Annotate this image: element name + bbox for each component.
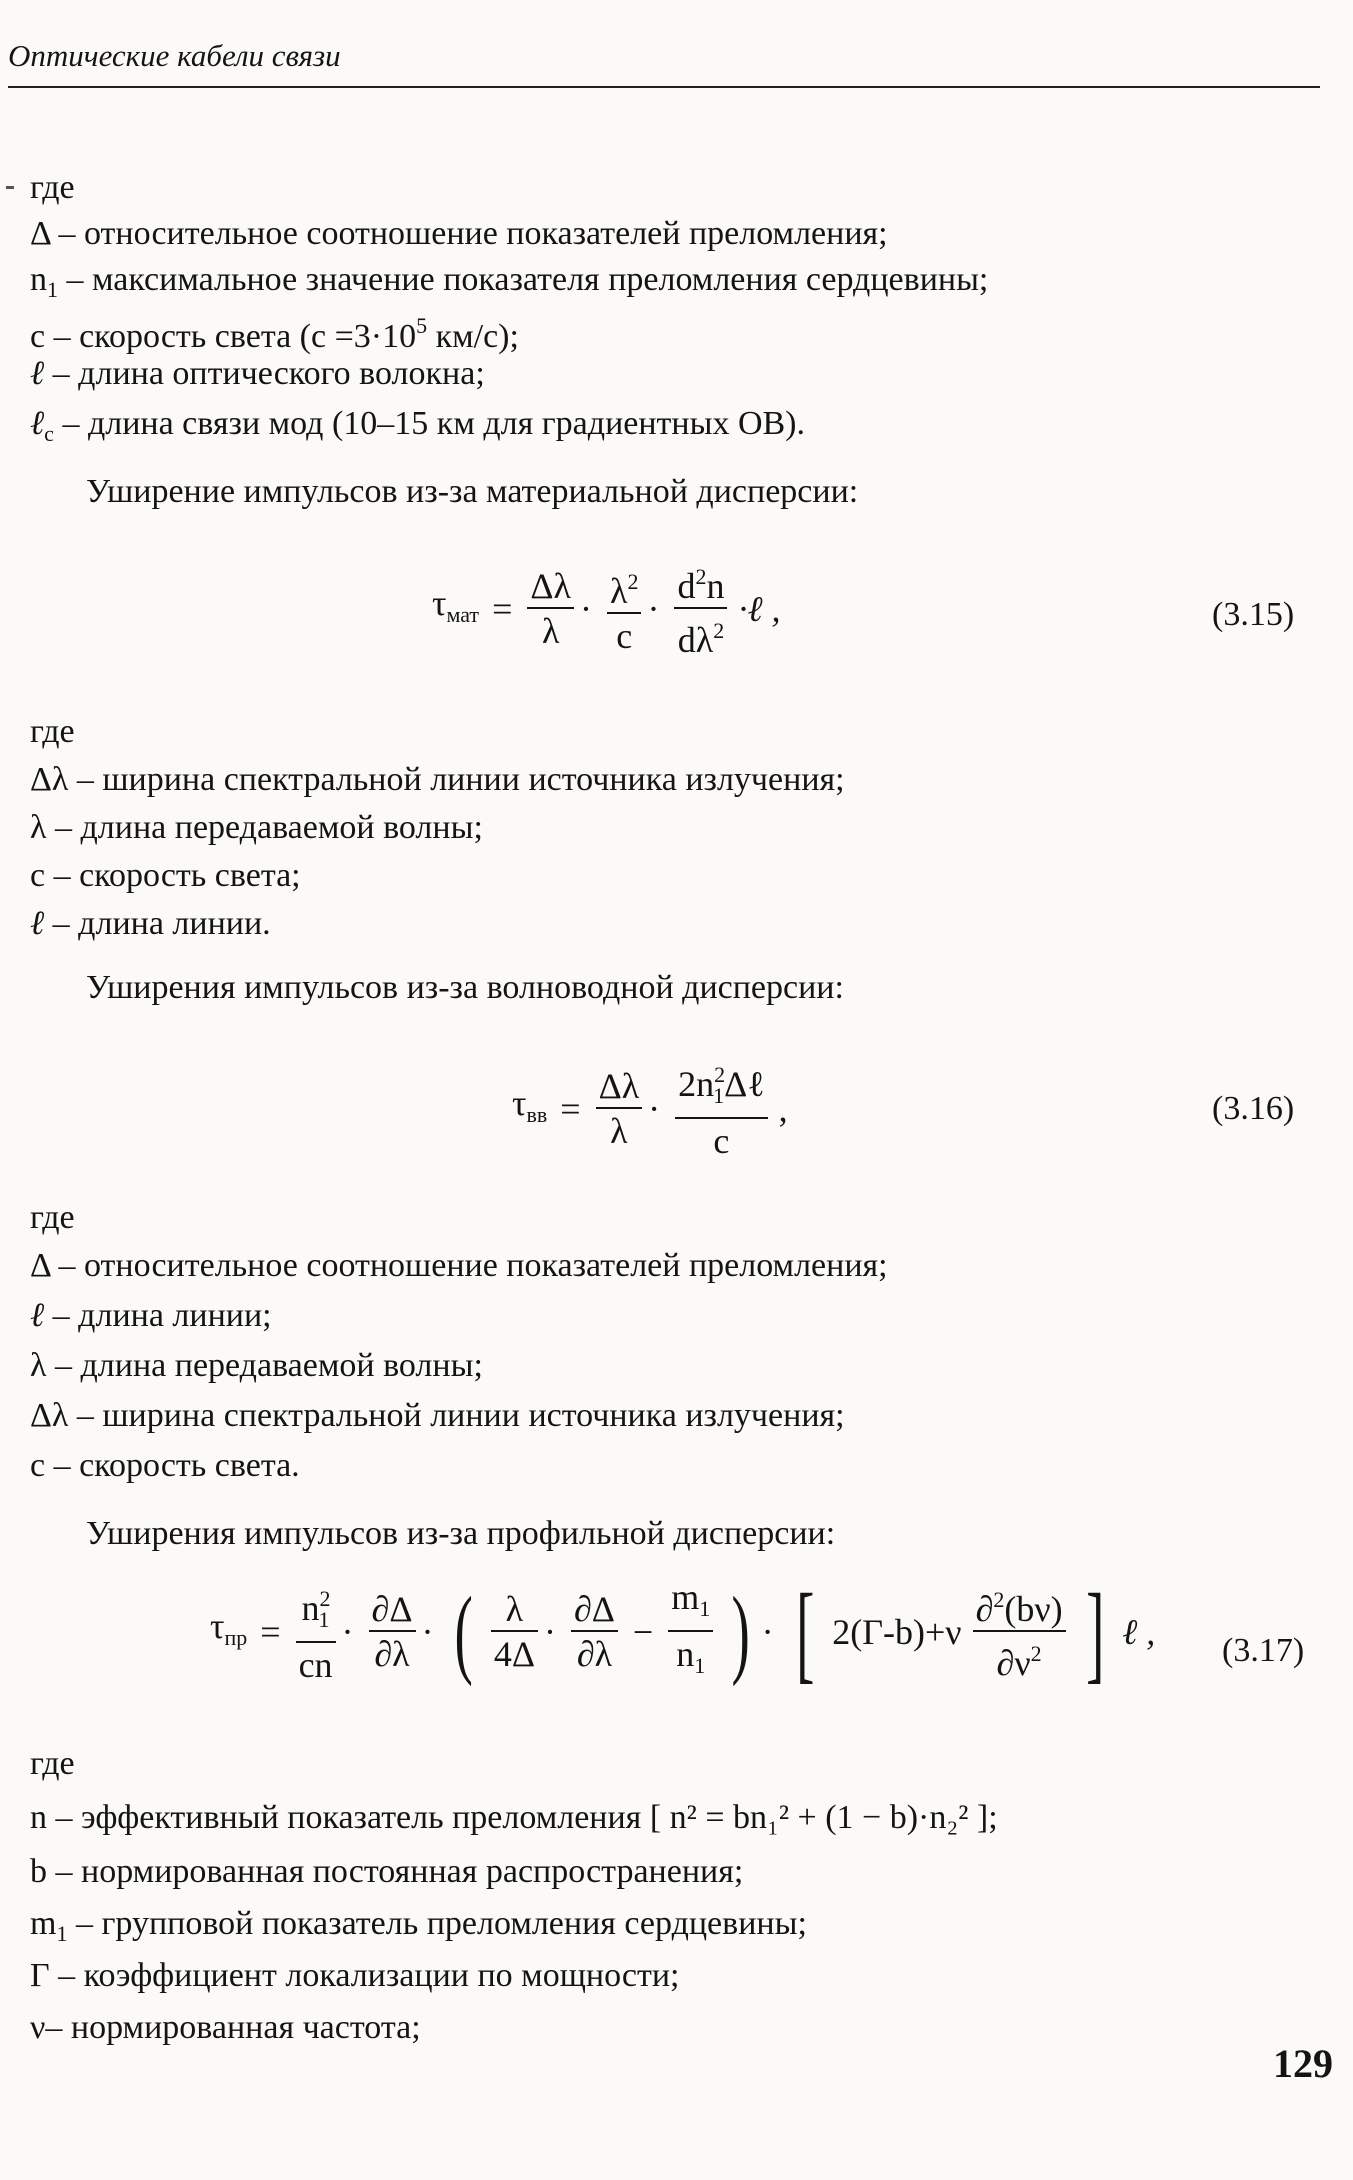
page-number: 129 [1273,2041,1333,2086]
paragraph: Уширения импульсов из-за волноводной дисперсии: [86,969,844,1006]
definition-line: ℓ$_c$ – длина связи мод (10–15 км для градиентных ОВ). [30,405,806,446]
where-label: где [30,713,75,750]
equation-number: (3.15) [1212,596,1295,633]
equation-3-16: $\tau_{вв}$ = $\frac{\Delta\lambda}{\lambda}$ · $\frac{2n^2_1\Delta\ell}{c}$ , [512,1062,788,1161]
header-rule [8,86,1320,88]
where-label: где [30,169,75,206]
equation-number: (3.16) [1212,1090,1295,1127]
paragraph: Уширения импульсов из-за профильной дисперсии: [86,1515,836,1552]
definition-line: c – скорость света ($c =3\cdot 10^5$ км/с); [30,313,519,355]
definition-line: Δλ – ширина спектральной линии источника излучения; [30,761,845,798]
definition-line: ℓ – длина линии; [30,1297,272,1334]
definition-line: ℓ – длина оптического волокна; [30,355,485,392]
definition-line: c – скорость света; [30,857,301,894]
equation-3-17: $\tau_{пр}$ = $\frac{n^2_1}{cn}$ · $\frac{\partial\Delta}{\partial\lambda}$ · ( $\frac{\lambda}{4\Delta}$ · $\frac{\partial\Delta}{\partial\lambda}$ − $\frac{m_1}{n_1}$ ) · [ 2(Γ-b)+ν $\frac{\partial^2(b\nu)}{\partial\nu^2}$ ] ℓ , [210,1571,1156,1693]
definition-line: c – скорость света. [30,1447,300,1484]
definition-line: ℓ – длина линии. [30,905,271,942]
definition-line: Δ – относительное соотношение показателей преломления; [30,215,888,252]
margin-mark [6,186,14,189]
definition-line: n – эффективный показатель преломления [ n² = bn₁² + (1 − b)·n₂² ]; [30,1799,998,1836]
paragraph: Уширение импульсов из-за материальной дисперсии: [86,473,859,510]
definition-line: b – нормированная постоянная распространения; [30,1853,744,1890]
definition-line: λ – длина передаваемой волны; [30,1347,483,1384]
where-label: где [30,1745,75,1782]
definition-line: Δ – относительное соотношение показателей преломления; [30,1247,888,1284]
definition-line: $n_1$ – максимальное значение показателя преломления сердцевины; [30,261,989,302]
definition-line: ν– нормированная частота; [30,2009,421,2046]
definition-line: λ – длина передаваемой волны; [30,809,483,846]
definition-line: $m_1$ – групповой показатель преломления сердцевины; [30,1905,807,1946]
running-head: Оптические кабели связи [8,38,341,73]
where-label: где [30,1199,75,1236]
equation-3-15: $\tau_{мат}$ = $\frac{\Delta\lambda}{\lambda}$ · $\frac{\lambda^2}{c}$ · $\frac{d^2n}{d\lambda^2}$ ·ℓ , [432,564,781,660]
equation-number: (3.17) [1222,1632,1305,1669]
definition-line: Δλ – ширина спектральной линии источника излучения; [30,1397,845,1434]
definition-line: Γ – коэффициент локализации по мощности; [30,1957,680,1994]
